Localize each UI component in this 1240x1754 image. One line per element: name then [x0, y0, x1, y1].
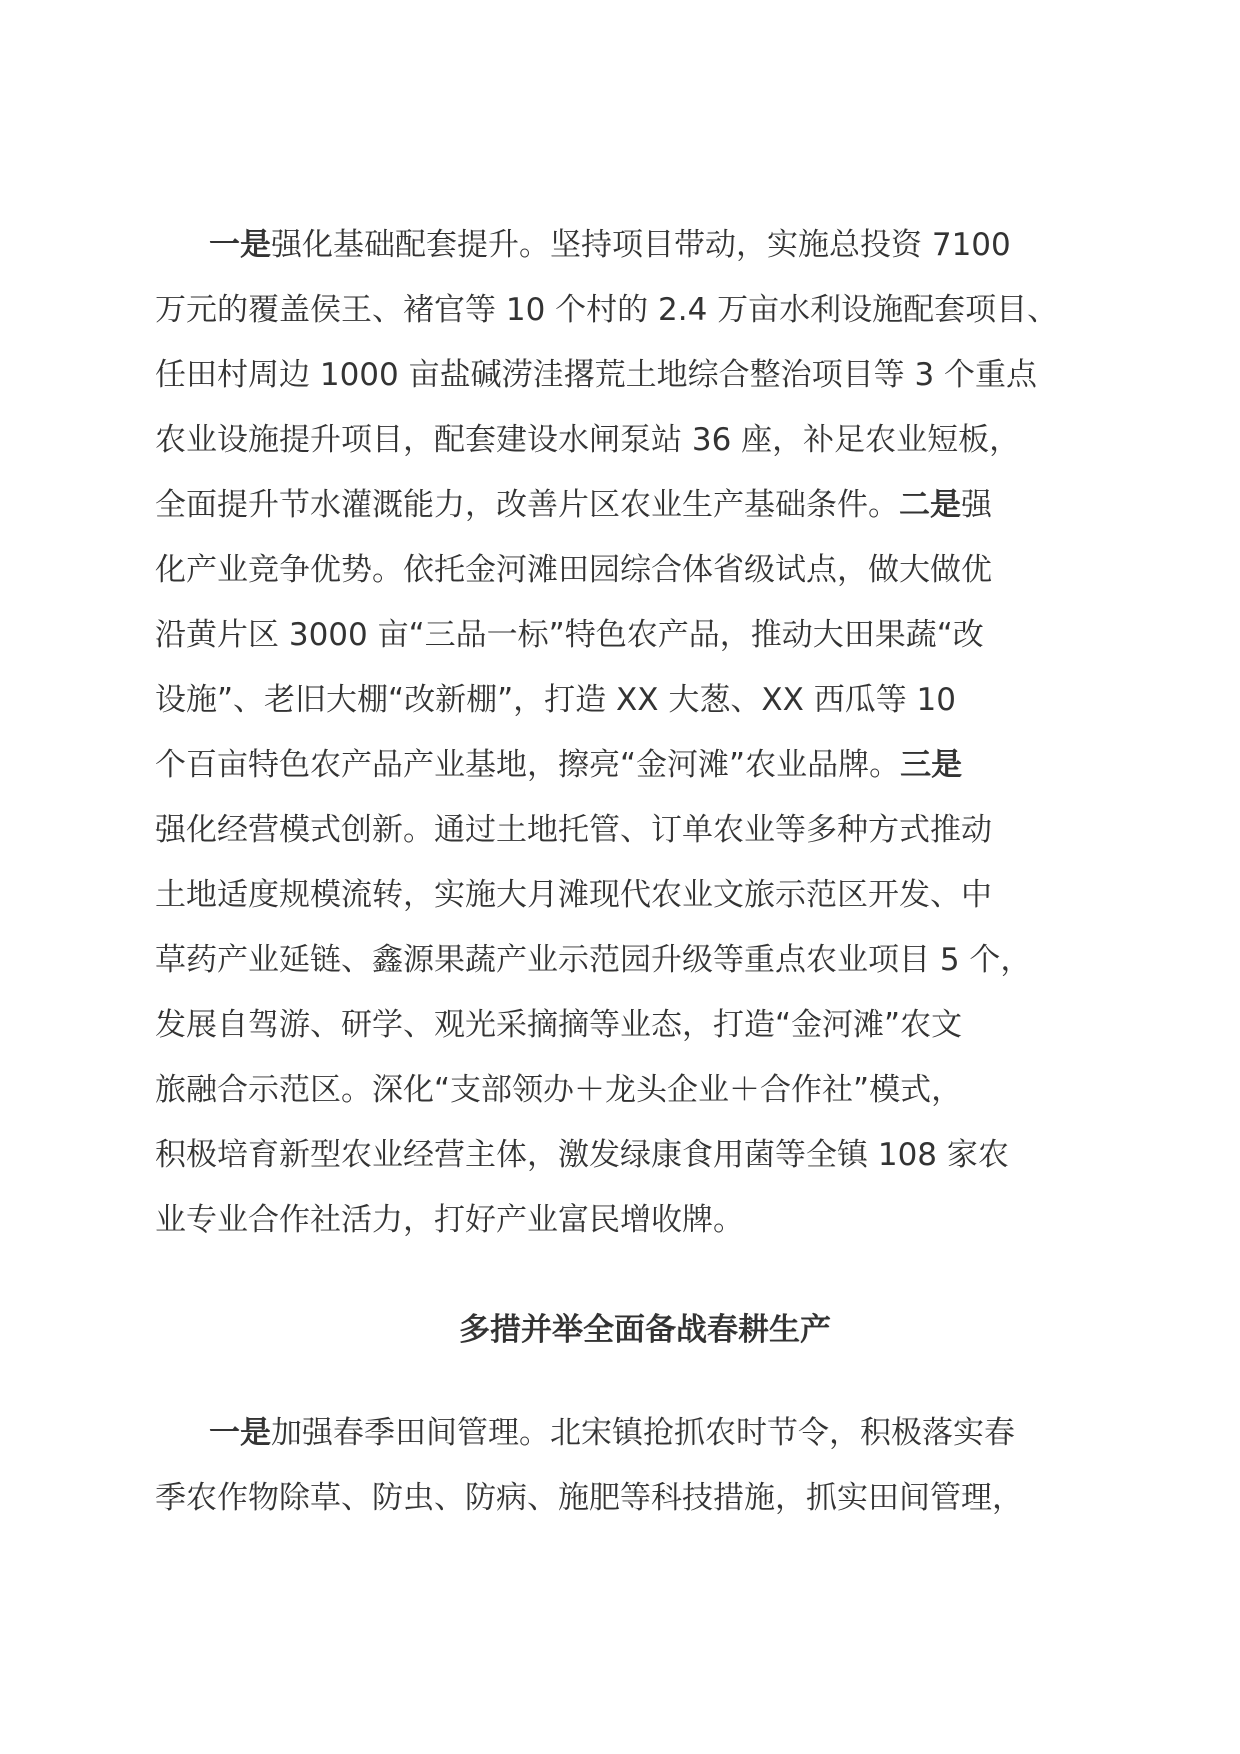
text-run: 化产业竞争优势。依托金河滩田园综合体省级试点，做大做优: [155, 552, 992, 588]
paragraph-line: [155, 863, 1095, 928]
text-run: 强化经营模式创新。通过土地托管、订单农业等多种方式推动: [155, 812, 992, 848]
paragraph-line: [155, 1058, 1095, 1123]
paragraph-line: [155, 668, 1095, 733]
paragraph-agriculture-upgrade: [155, 213, 1095, 1253]
text-run: 沿黄片区 3000 亩“三品一标”特色农产品，推动大田果蔬“改: [155, 617, 984, 653]
paragraph-line: [155, 213, 1095, 278]
text-run: 全面提升节水灌溉能力，改善片区农业生产基础条件。: [155, 487, 899, 523]
lead-phrase: 三是: [900, 747, 963, 783]
paragraph-spring-farming: [155, 1401, 1095, 1531]
text-run: 草药产业延链、鑫源果蔬产业示范园升级等重点农业项目 5 个，: [155, 942, 1032, 978]
text-run: 农业设施提升项目，配套建设水闸泵站 36 座，补足农业短板，: [155, 422, 1021, 458]
paragraph-line: [155, 473, 1095, 538]
paragraph-line: [155, 278, 1095, 343]
lead-phrase: 一是: [209, 227, 271, 263]
lead-phrase: 一是: [209, 1415, 271, 1451]
text-run: 万元的覆盖侯王、褚官等 10 个村的 2.4 万亩水利设施配套项目、: [155, 292, 1059, 328]
paragraph-line: [155, 1466, 1095, 1531]
section-heading: 多措并举全面备战春耕生产: [459, 1312, 831, 1348]
paragraph-line: [155, 408, 1095, 473]
paragraph-line: [155, 993, 1095, 1058]
text-run: 强化基础配套提升。坚持项目带动，实施总投资 7100: [271, 227, 1011, 263]
lead-phrase: 二是: [899, 487, 961, 523]
text-run: 任田村周边 1000 亩盐碱涝洼撂荒土地综合整治项目等 3 个重点: [155, 357, 1038, 393]
text-run: 旅融合示范区。深化“支部领办＋龙头企业＋合作社”模式，: [155, 1072, 963, 1108]
text-run: 加强春季田间管理。北宋镇抢抓农时节令，积极落实春: [271, 1415, 1015, 1451]
paragraph-line: [155, 798, 1095, 863]
paragraph-line: [155, 733, 1095, 798]
paragraph-line: [155, 1188, 1095, 1253]
text-run: 设施”、老旧大棚“改新棚”，打造 XX 大葱、XX 西瓜等 10: [155, 682, 956, 718]
text-run: 业专业合作社活力，打好产业富民增收牌。: [155, 1202, 744, 1238]
paragraph-line: [155, 1123, 1095, 1188]
text-run: 土地适度规模流转，实施大月滩现代农业文旅示范区开发、中: [155, 877, 992, 913]
text-run: 积极培育新型农业经营主体，激发绿康食用菌等全镇 108 家农: [155, 1137, 1009, 1173]
paragraph-line: [155, 343, 1095, 408]
text-run: 强: [961, 487, 992, 523]
paragraph-line: [155, 1401, 1095, 1466]
text-run: 个百亩特色农产品产业基地，擦亮“金河滩”农业品牌。: [155, 747, 901, 783]
text-run: 季农作物除草、防虫、防病、施肥等科技措施，抓实田间管理，: [155, 1480, 1023, 1516]
paragraph-line: [155, 603, 1095, 668]
text-run: 发展自驾游、研学、观光采摘摘等业态，打造“金河滩”农文: [155, 1007, 963, 1043]
paragraph-line: [155, 928, 1095, 993]
paragraph-line: [155, 538, 1095, 603]
